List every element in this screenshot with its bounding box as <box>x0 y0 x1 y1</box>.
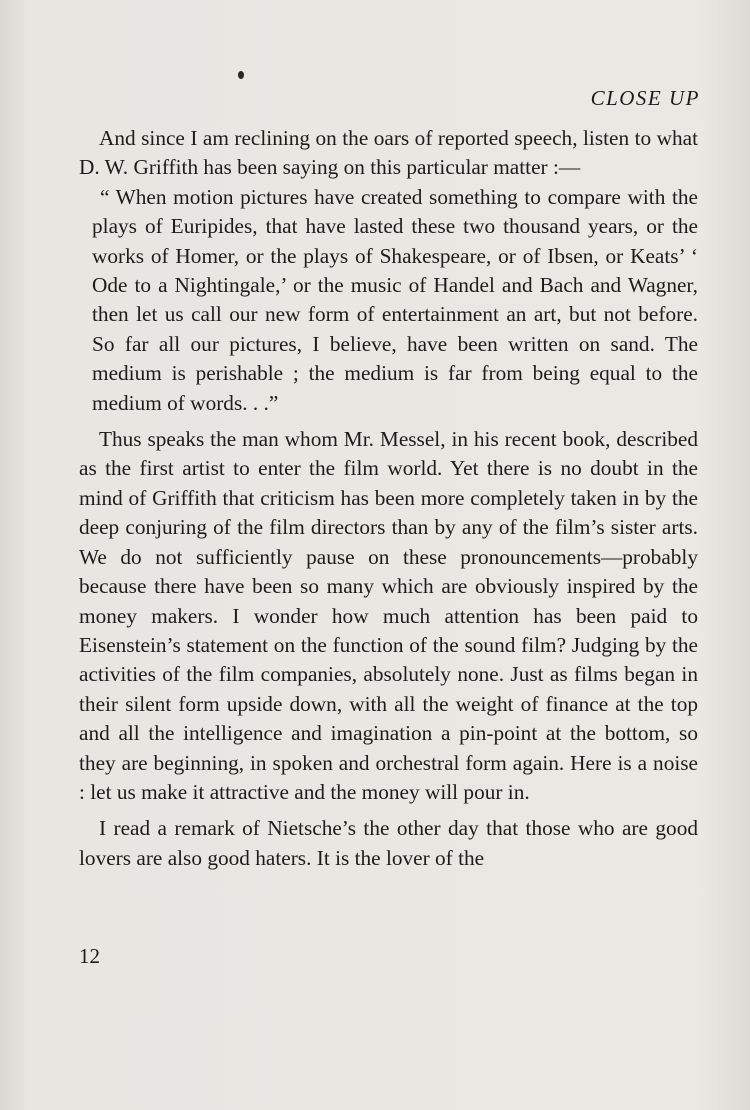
paragraph-intro: And since I am reclining on the oars of reported speech, listen to what D. W. Griffith has been saying on this particular matter :— <box>79 126 698 180</box>
ink-dot-mark <box>238 71 244 79</box>
paragraph-nietsche: I read a remark of Nietsche’s the other day that those who are good lovers are also good haters. It is the lover of the <box>79 816 698 870</box>
paragraph-messel: Thus speaks the man whom Mr. Messel, in his recent book, described as the first artist to enter the film world. Yet there is no doubt in the mind of Griffith that criticism has been more completely taken in by the deep conjuring of the film directors than by any of the film’s sister arts. We do not sufficiently pause on these pronouncements—probably because there have been so many which are obviously inspired by the money makers. I wonder how much attention has been paid to Eisenstein’s statement on the function of the sound film? Judging by the activities of the film companies, absolutely none. Just as films began in their silent form upside down, with all the weight of finance at the top and all the intelligence and imagination a pin-point at the bottom, so they are beginning, in spoken and orchestral form again. Here is a noise : let us make it attractive and the money will pour in. <box>79 427 698 804</box>
body-text <box>79 124 698 873</box>
griffith-quote: “ When motion pictures have created something to compare with the plays of Euripides, that have lasted these two thousand years, or the works of Homer, or the plays of Shakespeare, or of Ibsen, or Keats’ ‘ Ode to a Nightingale,’ or the music of Handel and Bach and Wagner, then let us call our new form of entertainment an art, but not before. So far all our pictures, I believe, have been written on sand. The medium is perishable ; the medium is far from being equal to the medium of words. . .” <box>92 184 698 415</box>
page-number: 12 <box>79 944 100 968</box>
running-head: CLOSE UP <box>590 86 700 110</box>
